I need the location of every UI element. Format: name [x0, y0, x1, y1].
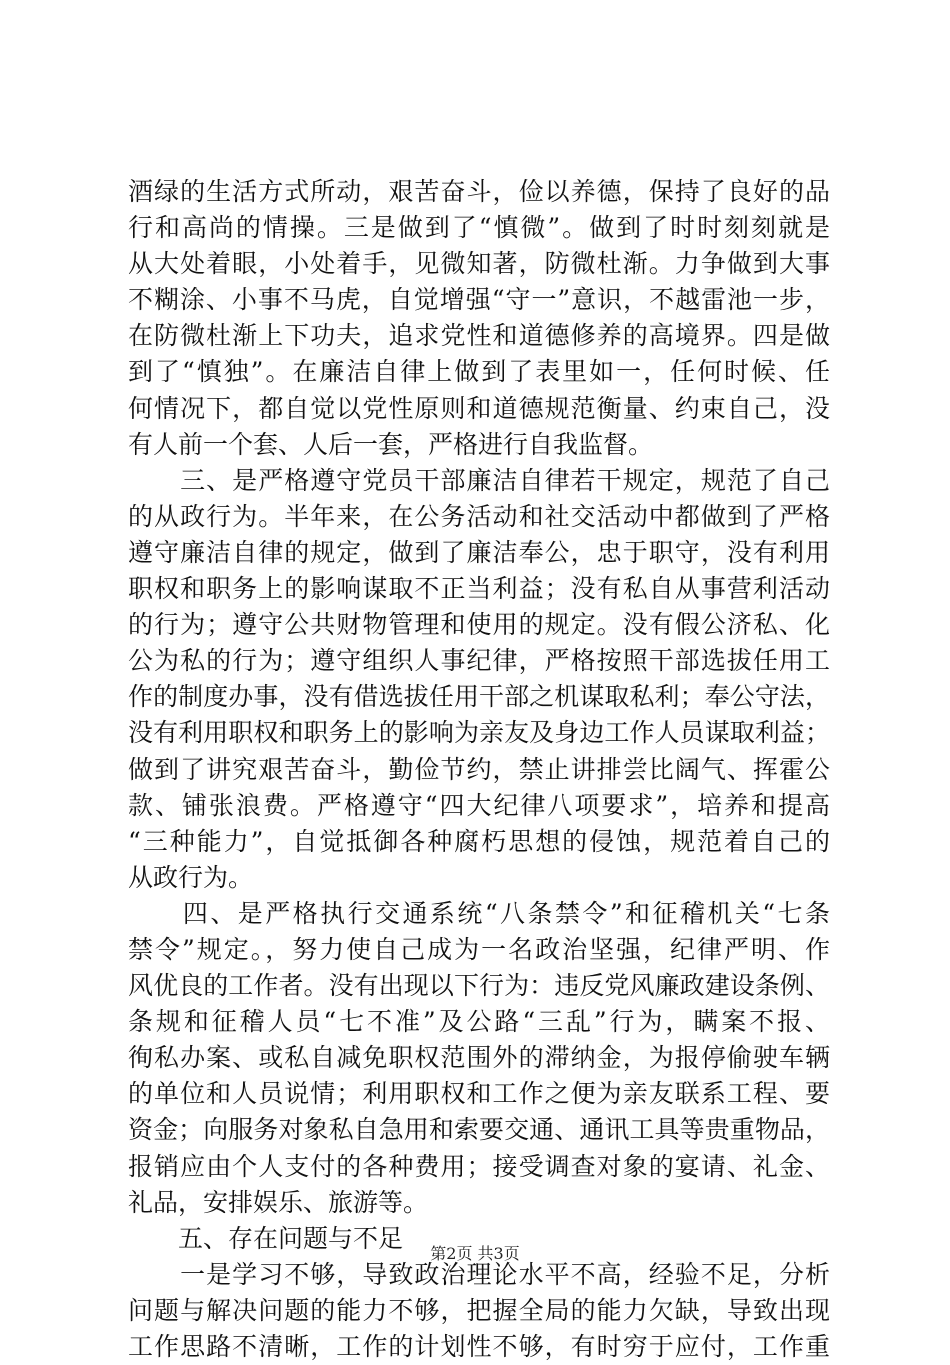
text-line: 酒绿的生活方式所动，艰苦奋斗，俭以养德，保持了良好的品	[128, 177, 830, 206]
text-line: 作的制度办事，没有借选拔任用干部之机谋取私利；奉公守法，	[128, 682, 830, 712]
text-line: 遵守廉洁自律的规定，做到了廉洁奉公，忠于职守，没有利用	[128, 537, 830, 567]
text-line: 资金；向服务对象私自急用和索要交通、通讯工具等贵重物品，	[128, 1115, 830, 1145]
text-line: 的单位和人员说情；利用职权和工作之便为亲友联系工程、要	[128, 1079, 830, 1109]
text-line: 有人前一个套、人后一套，严格进行自我监督。	[128, 429, 654, 459]
text-line: 到了“慎独”。在廉洁自律上做到了表里如一，任何时候、任	[128, 357, 830, 387]
text-line: 礼品，安排娱乐、旅游等。	[128, 1187, 429, 1217]
text-line: 禁令”规定。，努力使自己成为一名政治坚强，纪律严明、作	[128, 934, 830, 964]
text-line: 的行为；遵守公共财物管理和使用的规定。没有假公济私、化	[128, 610, 830, 640]
text-line: 问题与解决问题的能力不够，把握全局的能力欠缺，导致出现	[128, 1295, 830, 1325]
text-line: 从政行为。	[128, 862, 254, 892]
text-line: 三、是严格遵守党员干部廉洁自律若干规定，规范了自己	[128, 465, 830, 495]
text-line: 条规和征稽人员“七不准”及公路“三乱”行为，瞒案不报、	[128, 1007, 830, 1037]
text-line: “三种能力”，自觉抵御各种腐朽思想的侵蚀，规范着自己的	[128, 826, 830, 856]
text-line: 风优良的工作者。没有出现以下行为：违反党风廉政建设条例、	[128, 971, 830, 1001]
text-line: 没有利用职权和职务上的影响为亲友及身边工作人员谋取利益；	[128, 718, 830, 748]
text-line: 不糊涂、小事不马虎，自觉增强“守一”意识，不越雷池一步，	[128, 285, 830, 315]
text-line: 工作思路不清晰，工作的计划性不够，有时穷于应付，工作重	[128, 1332, 830, 1361]
text-line: 五、存在问题与不足	[128, 1223, 404, 1253]
text-line: 的从政行为。半年来，在公务活动和社交活动中都做到了严格	[128, 501, 830, 531]
text-line: 何情况下，都自觉以党性原则和道德规范衡量、约束自己，没	[128, 393, 830, 423]
text-line: 徇私办案、或私自减免职权范围外的滞纳金，为报停偷驶车辆	[128, 1043, 830, 1073]
document-body	[128, 174, 830, 1365]
text-line: 报销应由个人支付的各种费用；接受调查对象的宴请、礼金、	[128, 1151, 830, 1181]
page-footer: 第2页 共3页	[430, 1244, 520, 1263]
text-line: 四、是严格执行交通系统“八条禁令”和征稽机关“七条	[128, 898, 830, 928]
text-line: 做到了讲究艰苦奋斗，勤俭节约，禁止讲排尝比阔气、挥霍公	[128, 754, 830, 784]
text-line: 在防微杜渐上下功夫，追求党性和道德修养的高境界。四是做	[128, 321, 830, 351]
text-line: 行和高尚的情操。三是做到了“慎微”。做到了时时刻刻就是	[128, 213, 830, 243]
text-line: 一是学习不够，导致政治理论水平不高，经验不足，分析	[128, 1259, 830, 1289]
text-line: 公为私的行为；遵守组织人事纪律，严格按照干部选拔任用工	[128, 646, 830, 676]
text-line: 从大处着眼，小处着手，见微知著，防微杜渐。力争做到大事	[128, 249, 830, 279]
text-line: 款、铺张浪费。严格遵守“四大纪律八项要求”，培养和提高	[128, 790, 830, 820]
text-line: 职权和职务上的影响谋取不正当利益；没有私自从事营利活动	[128, 574, 830, 604]
